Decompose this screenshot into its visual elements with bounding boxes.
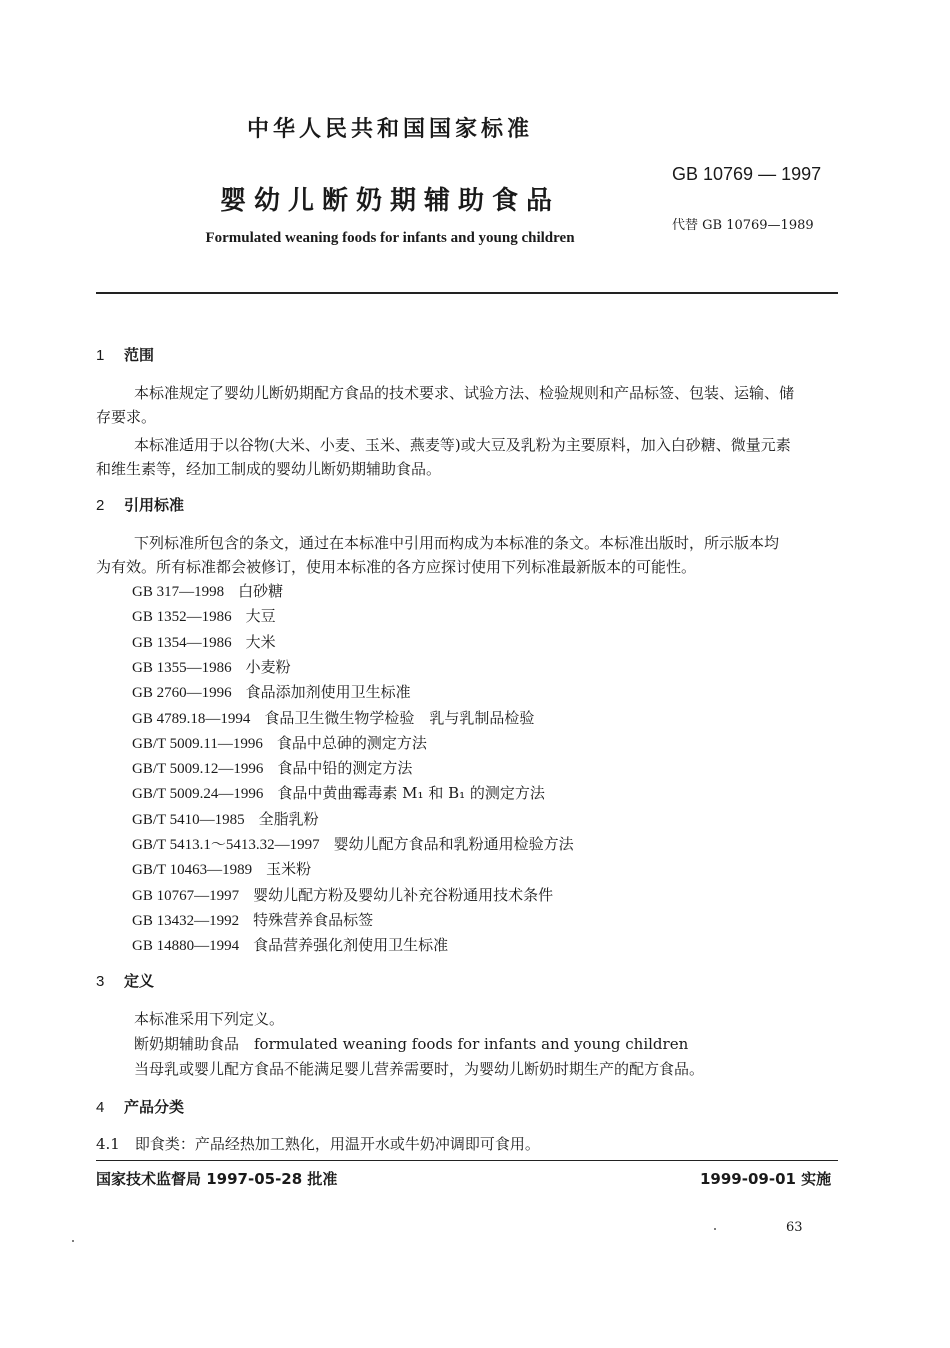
section-4-number: 4 <box>96 1099 105 1116</box>
standard-name: 大米 <box>245 632 276 651</box>
standard-name: 特殊营养食品标签 <box>253 910 374 929</box>
english-title: Formulated weaning foods for infants and young children <box>205 230 575 246</box>
standard-number: GB 1352—1986 <box>132 609 232 626</box>
implementation-date: 1999-09-01 实施 <box>700 1170 832 1188</box>
standard-number: GB/T 10463—1989 <box>132 862 253 879</box>
referenced-standard <box>132 605 276 626</box>
standard-name: 大豆 <box>245 607 276 626</box>
section-1-para-1-line-2: 存要求。 <box>96 408 157 426</box>
standard-name: 食品营养强化剂使用卫生标准 <box>253 936 449 955</box>
standard-number: GB 4789.18—1994 <box>132 710 251 727</box>
referenced-standard <box>132 681 411 702</box>
standard-number: GB/T 5413.1～5413.32—1997 <box>132 837 320 853</box>
section-1-heading <box>96 344 154 365</box>
standard-code: GB 10769 — 1997 <box>672 164 822 184</box>
standard-number: GB 14880—1994 <box>132 938 240 955</box>
standard-name: 玉米粉 <box>266 860 312 879</box>
referenced-standard <box>132 656 291 677</box>
standard-name: 婴幼儿配方食品和乳粉通用检验方法 <box>333 835 574 853</box>
standard-name: 食品中铅的测定方法 <box>277 759 413 778</box>
replaces-note: 代替 GB 10769—1989 <box>672 218 814 233</box>
section-3-title: 定义 <box>124 972 155 990</box>
referenced-standard <box>132 631 276 652</box>
section-1-para-2-line-2: 和维生素等，经加工制成的婴幼儿断奶期辅助食品。 <box>96 460 442 478</box>
standard-name: 食品卫生微生物学检验 乳与乳制品检验 <box>264 708 535 727</box>
section-2-number: 2 <box>96 497 105 514</box>
standard-name: 全脂乳粉 <box>258 809 319 828</box>
standard-number: GB 1354—1986 <box>132 634 232 651</box>
section-3-intro: 本标准采用下列定义。 <box>134 1010 285 1028</box>
page-number: 63 <box>786 1220 803 1235</box>
section-3-term: 断奶期辅助食品 formulated weaning foods for infants and young children <box>134 1035 689 1053</box>
section-2-title: 引用标准 <box>124 496 185 514</box>
standard-number: GB 10767—1997 <box>132 887 240 904</box>
section-3-number: 3 <box>96 973 105 990</box>
referenced-standard <box>132 884 553 905</box>
standard-name: 食品添加剂使用卫生标准 <box>245 683 411 702</box>
footer-divider <box>96 1160 838 1161</box>
standard-number: GB/T 5009.24—1996 <box>132 786 264 803</box>
standard-number: GB 13432—1992 <box>132 912 240 929</box>
standard-name: 食品中黄曲霉毒素 M₁ 和 B₁ 的测定方法 <box>277 784 545 803</box>
national-standard-heading: 中华人民共和国国家标准 <box>246 117 533 142</box>
standard-number: GB 1355—1986 <box>132 659 232 676</box>
section-3-heading <box>96 970 154 991</box>
scan-speck <box>714 1228 716 1230</box>
referenced-standard <box>132 858 311 879</box>
section-1-para-1-line-1: 本标准规定了婴幼儿断奶期配方食品的技术要求、试验方法、检验规则和产品标签、包装、运输、储 <box>134 384 795 402</box>
standard-number: GB 2760—1996 <box>132 685 232 702</box>
referenced-standard <box>132 833 574 854</box>
referenced-standard <box>132 707 534 728</box>
section-4-heading <box>96 1096 184 1117</box>
standard-name: 婴幼儿配方粉及婴幼儿补充谷粉通用技术条件 <box>253 885 554 904</box>
referenced-standard <box>132 808 319 829</box>
approval-line: 国家技术监督局 1997-05-28 批准 <box>96 1170 338 1188</box>
section-2-para-line-1: 下列标准所包含的条文，通过在本标准中引用而构成为本标准的条文。本标准出版时，所示版本均 <box>134 534 780 552</box>
standard-number: GB/T 5410—1985 <box>132 811 245 828</box>
section-4-1-item: 4.1 即食类：产品经热加工熟化，用温开水或牛奶冲调即可食用。 <box>96 1135 540 1153</box>
section-1-title: 范围 <box>124 346 155 364</box>
referenced-standard <box>132 782 545 803</box>
referenced-standard <box>132 580 283 601</box>
section-3-definition: 当母乳或婴儿配方食品不能满足婴儿营养需要时，为婴幼儿断奶时期生产的配方食品。 <box>134 1060 705 1078</box>
standard-number: GB/T 5009.12—1996 <box>132 761 264 778</box>
referenced-standard <box>132 732 427 753</box>
section-4-title: 产品分类 <box>124 1098 185 1116</box>
document-title: 婴幼儿断奶期辅助食品 <box>219 186 560 216</box>
referenced-standard <box>132 934 448 955</box>
section-1-number: 1 <box>96 347 105 364</box>
referenced-standard <box>132 757 412 778</box>
standard-number: GB/T 5009.11—1996 <box>132 735 263 752</box>
section-1-para-2-line-1: 本标准适用于以谷物(大米、小麦、玉米、燕麦等)或大豆及乳粉为主要原料，加入白砂糖、微量元素 <box>134 436 791 454</box>
standard-name: 食品中总砷的测定方法 <box>276 733 427 752</box>
section-2-heading <box>96 494 184 515</box>
scan-speck <box>72 1240 74 1242</box>
standard-name: 小麦粉 <box>245 657 291 676</box>
section-2-para-line-2: 为有效。所有标准都会被修订，使用本标准的各方应探讨使用下列标准最新版本的可能性。 <box>96 558 697 576</box>
standard-number: GB 317—1998 <box>132 584 225 600</box>
header-divider <box>96 292 838 294</box>
standard-name: 白砂糖 <box>238 582 284 600</box>
referenced-standard <box>132 909 373 930</box>
